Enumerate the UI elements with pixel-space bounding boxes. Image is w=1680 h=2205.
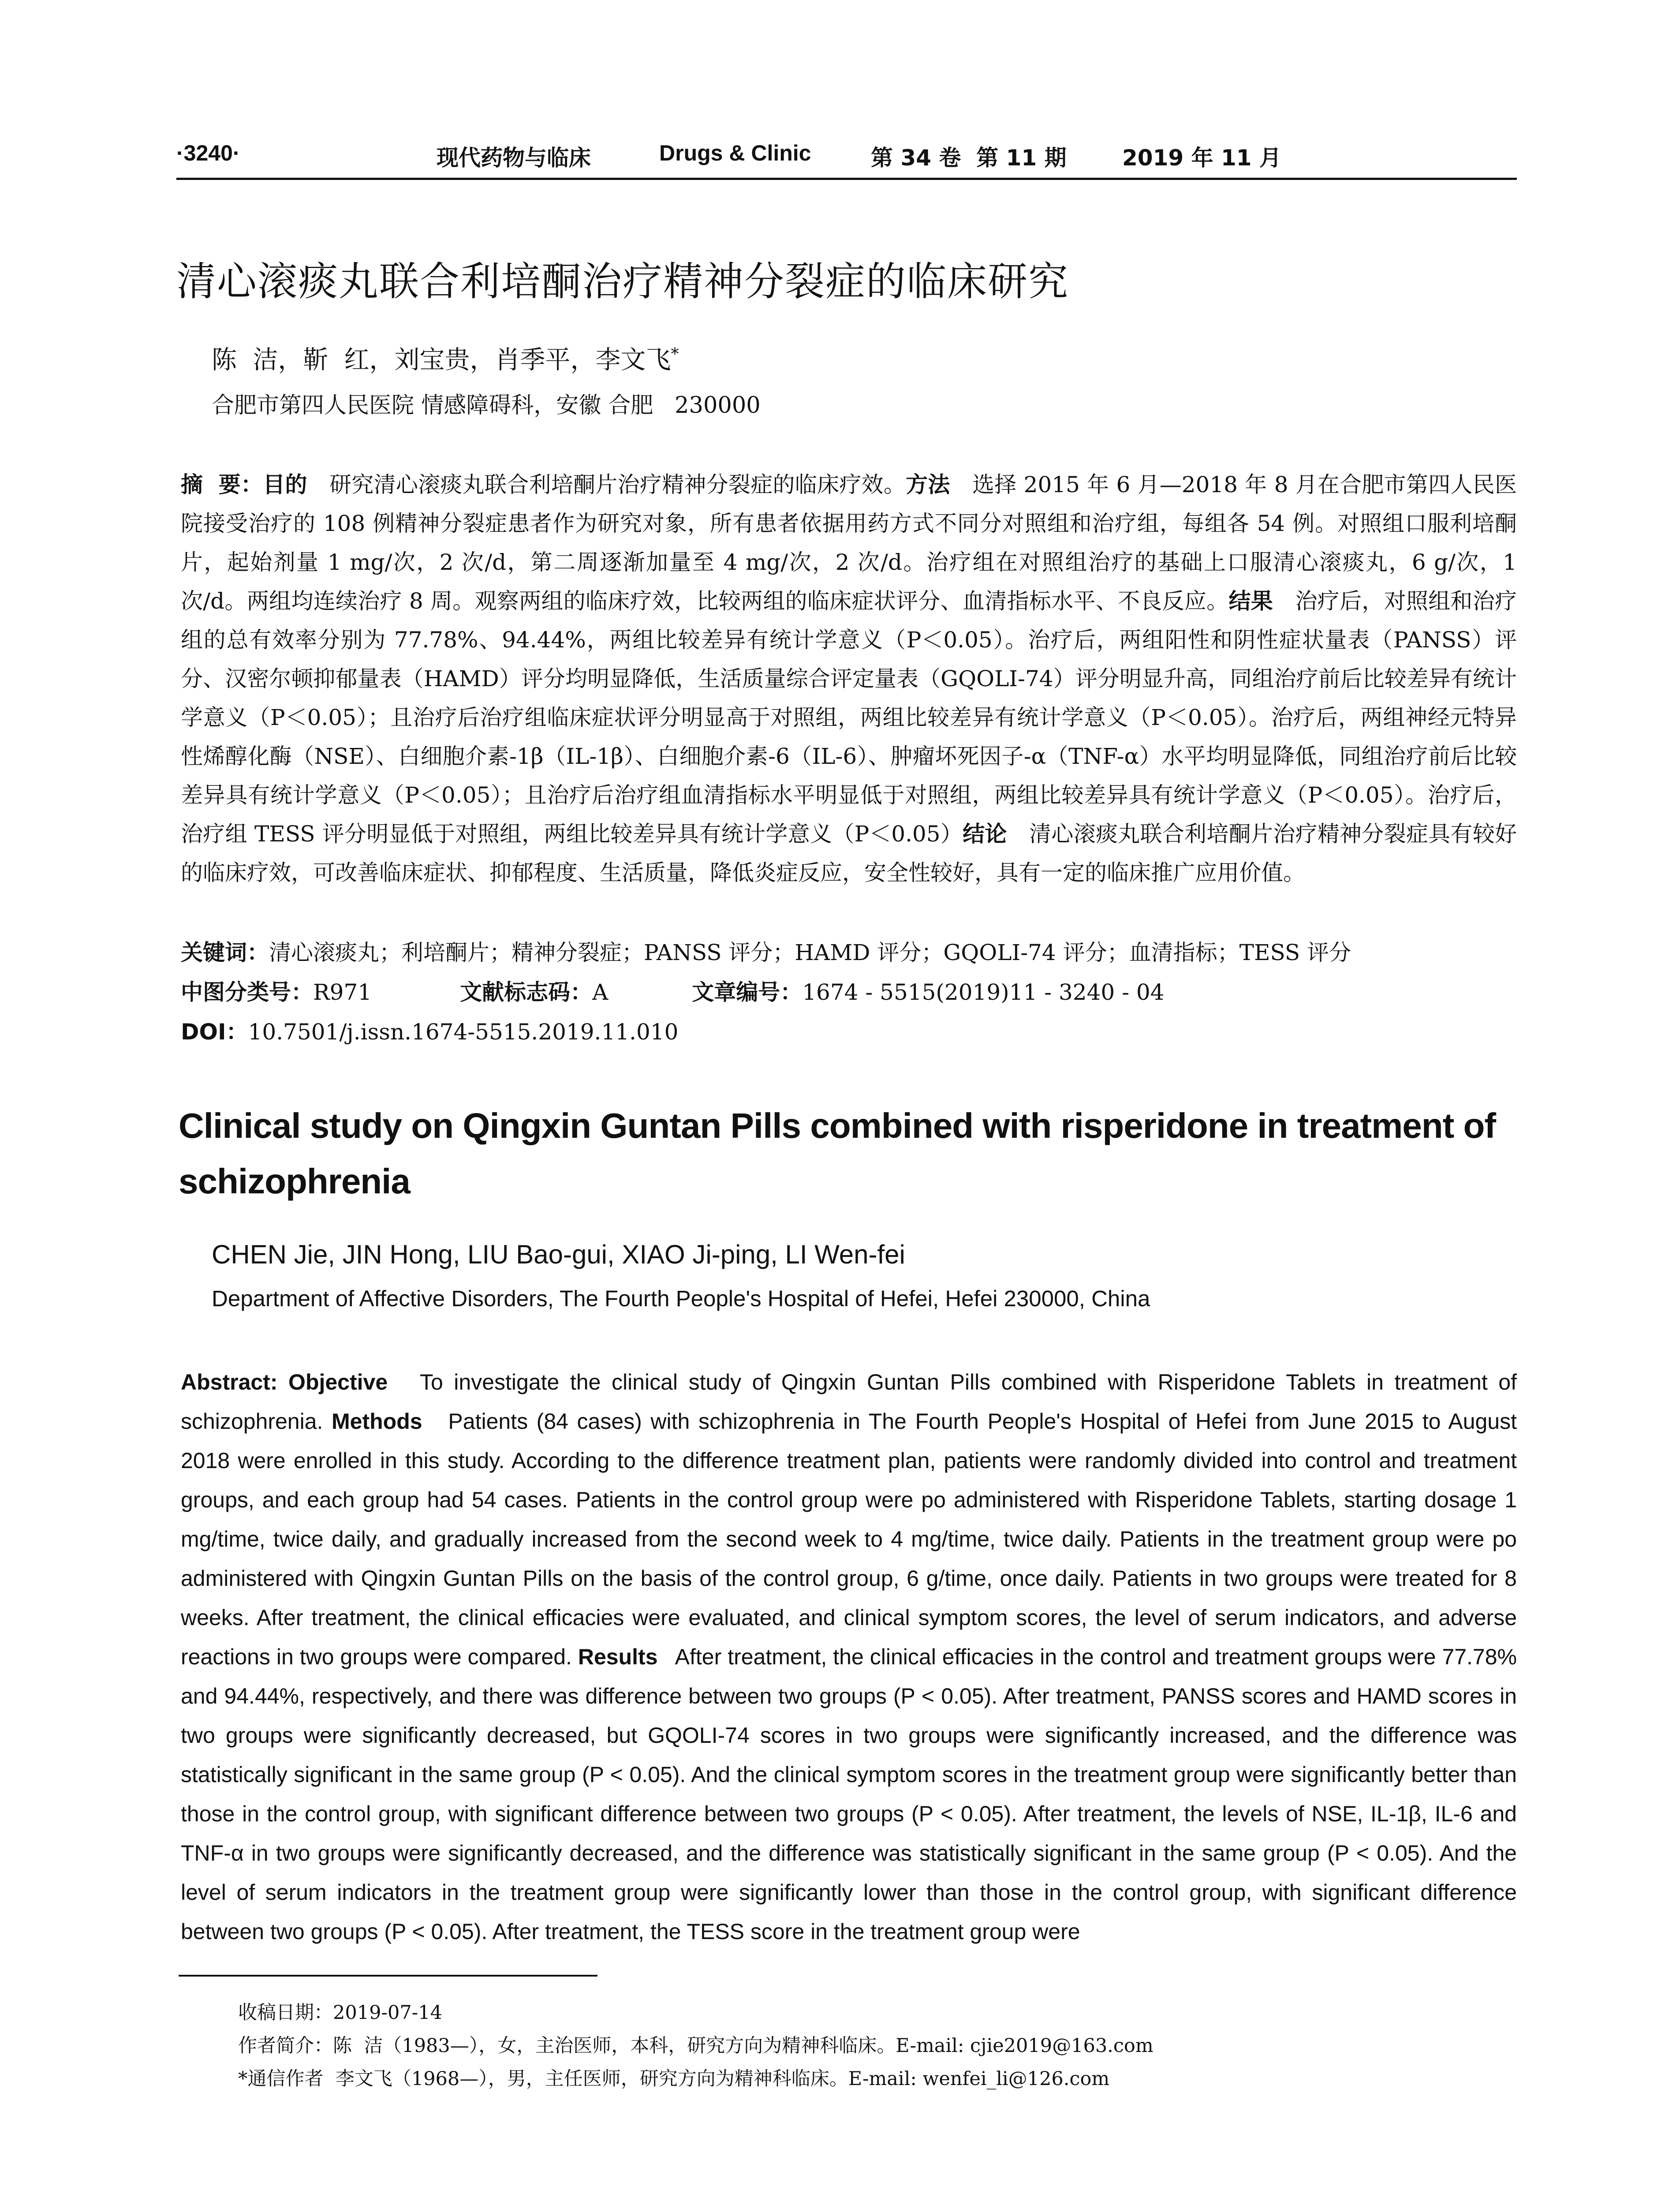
cn-abstract [181,465,1517,892]
footnote-corresponding: *通信作者 李文飞（1968—），男，主任医师，研究方向为精神科临床。E-mail: wenfei_li@126.com [238,2068,1110,2090]
cn-methods-label: 方法 [906,472,950,497]
en-methods-label: Methods [332,1409,422,1434]
doc-code-label: 文献标志码： [460,979,593,1005]
en-abstract-label: Abstract: [181,1370,278,1394]
footnote-rule [179,1975,597,1977]
cn-conclusion-label: 结论 [963,821,1007,847]
cn-title: 清心滚痰丸联合利培酮治疗精神分裂症的临床研究 [176,258,1069,305]
keywords-label: 关键词： [181,940,269,965]
cn-results: 治疗后，对照组和治疗组的总有效率分别为 77.78%、94.44%，两组比较差异有统计学意义（P＜0.05）。治疗后，两组阳性和阴性症状量表（PANSS）评分、汉密尔顿抑郁量表（HAMD）评分均明显降低，生活质量综合评定量表（GQOLI-74）评分明显升高，同组治疗前后比较差异有统计学意义（P＜0.05）；且治疗后治疗组临床症状评分明显高于对照组，两组比较差异有统计学意义（P＜0.05）。治疗后，两组神经元特异性烯醇化酶（NSE）、白细胞介素-1β（IL-1β）、白细胞介素-6（IL-6）、肿瘤坏死因子-α（TNF-α）水平均明显降低，同组治疗前后比较差异具有统计学意义（P＜0.05）；且治疗后治疗组血清指标水平明显低于对照组，两组比较差异具有统计学意义（P＜0.05）。治疗后，治疗组 TESS 评分明显低于对照组，两组比较差异具有统计学意义（P＜0.05） [181,588,1517,847]
en-results: After treatment, the clinical efficacies in the control and treatment groups were 77.78% and 94.44%, respectively, and there was difference between two groups (P < 0.05). After treatment, PANSS scores and HAMD scores in two groups were significantly decreased, but GQOLI-74 scores in two groups were significantly increased, and the difference was statistically significant in the same group (P < 0.05). And the clinical symptom scores in the treatment group were significantly better than those in the control group, with significant difference between two groups (P < 0.05). After treatment, the levels of NSE, IL-1β, IL-6 and TNF-α in two groups were significantly decreased, and the difference was statistically significant in the same group (P < 0.05). And the level of serum indicators in the treatment group were significantly lower than those in the control group, with significant difference between two groups (P < 0.05). After treatment, the TESS score in the treatment group were [181,1644,1517,1944]
cn-authors [212,340,679,376]
clc-code: R971 [313,979,372,1005]
running-header [176,140,1517,176]
cn-doi [181,1014,678,1046]
volume-issue: 第 34 卷 第 11 期 [871,145,1067,171]
journal-name-en: Drugs & Clinic [659,141,811,165]
page-number: ·3240· [176,141,240,165]
cn-objective: 研究清心滚痰丸联合利培酮片治疗精神分裂症的临床疗效。 [329,472,906,497]
cn-author-list: 陈 洁，靳 红，刘宝贵，肖季平，李文飞 [212,345,671,374]
en-authors: CHEN Jie, JIN Hong, LIU Bao-gui, XIAO Ji-ping, LI Wen-fei [212,1240,905,1269]
issue-date: 2019 年 11 月 [1122,145,1281,171]
en-objective-label: Objective [288,1370,388,1394]
journal-name-cn: 现代药物与临床 [437,145,591,171]
doi-label: DOI： [181,1019,248,1045]
article-no-label: 文章编号： [692,979,803,1005]
en-results-label: Results [578,1644,658,1669]
header-rule [176,178,1517,180]
footnote-received: 收稿日期：2019-07-14 [238,2002,442,2024]
clc-label: 中图分类号： [181,979,313,1005]
keywords: 清心滚痰丸；利培酮片；精神分裂症；PANSS 评分；HAMD 评分；GQOLI-74 评分；血清指标；TESS 评分 [269,940,1351,965]
en-methods: Patients (84 cases) with schizophrenia in The Fourth People's Hospital of Hefei from June 2015 to August 2018 were enrolled in this study. According to the difference treatment plan, patients were randomly divided into control and treatment groups, and each group had 54 cases. Patients in the control group were po administered with Risperidone Tablets, starting dosage 1 mg/time, twice daily, and gradually increased from the second week to 4 mg/time, twice daily. Patients in the treatment group were po administered with Qingxin Guntan Pills on the basis of the control group, 6 g/time, once daily. Patients in two groups were treated for 8 weeks. After treatment, the clinical efficacies were evaluated, and clinical symptom scores, the level of serum indicators, and adverse reactions in two groups were compared. [181,1409,1517,1669]
en-affiliation: Department of Affective Disorders, The Fourth People's Hospital of Hefei, Hefei 230000, China [212,1286,1150,1311]
cn-keywords [181,935,1351,967]
cn-affiliation: 合肥市第四人民医院 情感障碍科，安徽 合肥 230000 [212,392,761,419]
en-abstract [181,1363,1517,1951]
cn-methods: 选择 2015 年 6 月—2018 年 8 月在合肥市第四人民医院接受治疗的 108 例精神分裂症患者作为研究对象，所有患者依据用药方式不同分对照组和治疗组，每组各 54 例。对照组口服利培酮片，起始剂量 1 mg/次，2 次/d，第二周逐渐加量至 4 mg/次，2 次/d。治疗组在对照组治疗的基础上口服清心滚痰丸，6 g/次，1 次/d。两组均连续治疗 8 周。观察两组的临床疗效，比较两组的临床症状评分、血清指标水平、不良反应。 [181,472,1517,614]
article-number: 1674 - 5515(2019)11 - 3240 - 04 [802,979,1165,1005]
cn-classification [181,975,1165,1006]
doc-code: A [592,979,609,1005]
footnote-author-bio: 作者简介：陈 洁（1983—），女，主治医师，本科，研究方向为精神科临床。E-mail: cjie2019@163.com [238,2035,1154,2057]
en-objective: To investigate the clinical study of Qingxin Guntan Pills combined with Risperidone Tablets in treatment of schizophrenia. [181,1370,1517,1434]
cn-conclusion: 清心滚痰丸联合利培酮片治疗精神分裂症具有较好的临床疗效，可改善临床症状、抑郁程度、生活质量，降低炎症反应，安全性较好，具有一定的临床推广应用价值。 [181,821,1517,886]
doi: 10.7501/j.issn.1674-5515.2019.11.010 [248,1019,679,1045]
en-title: Clinical study on Qingxin Guntan Pills combined with risperidone in treatment of schizophrenia [179,1106,1496,1201]
corresponding-mark: * [671,345,679,363]
cn-objective-label: 目的 [263,472,307,497]
cn-results-label: 结果 [1228,588,1273,614]
cn-abstract-label: 摘 要： [181,472,263,497]
